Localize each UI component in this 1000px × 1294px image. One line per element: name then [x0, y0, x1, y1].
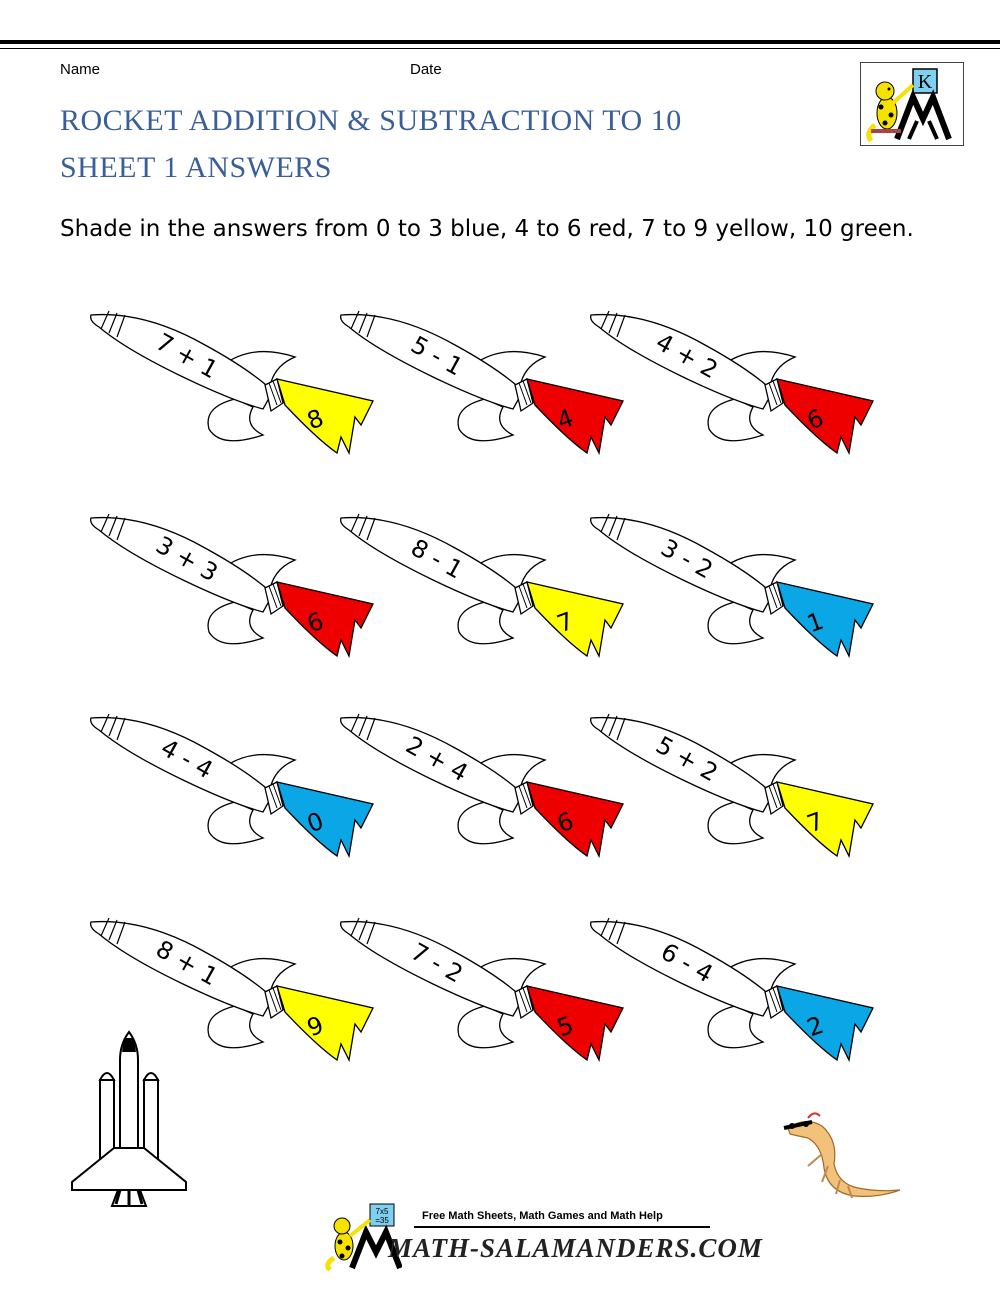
- rocket-problem: 7 - 2: [406, 937, 468, 989]
- rocket-flame: [277, 582, 373, 656]
- rocket-answer: 7: [553, 606, 578, 639]
- worksheet-subtitle: SHEET 1 ANSWERS: [60, 151, 332, 184]
- rocket-answer: 9: [303, 1010, 328, 1043]
- svg-text:7x5: 7x5: [375, 1207, 389, 1216]
- rocket-problem: 8 - 1: [406, 533, 468, 585]
- rocket-problem: 7 + 1: [151, 327, 223, 385]
- rocket-flame: [777, 782, 873, 856]
- rocket-answer: 6: [553, 806, 578, 839]
- rocket-answer: 7: [803, 806, 828, 839]
- salamander-icon: [778, 1110, 904, 1204]
- rocket-flame: [277, 782, 373, 856]
- rocket-flame: [777, 379, 873, 453]
- svg-text:=35: =35: [375, 1216, 389, 1225]
- worksheet-title: ROCKET ADDITION & SUBTRACTION TO 10: [60, 104, 682, 137]
- rocket-flame: [777, 582, 873, 656]
- rocket-answer: 8: [303, 403, 328, 436]
- name-label: Name: [60, 61, 101, 78]
- rocket: [591, 311, 873, 453]
- svg-text:K: K: [917, 71, 933, 93]
- rocket-answer: 6: [803, 403, 828, 436]
- rocket-problem: 6 - 4: [656, 937, 718, 989]
- rocket: [341, 311, 623, 453]
- rocket-flame: [527, 986, 623, 1060]
- rocket-answer: 0: [303, 806, 328, 839]
- rocket-answer: 6: [303, 606, 328, 639]
- rocket-flame: [277, 986, 373, 1060]
- rocket-problem: 4 - 4: [156, 733, 218, 785]
- rocket-flame: [277, 379, 373, 453]
- rocket-flame: [527, 782, 623, 856]
- rocket-problem: 5 + 2: [651, 730, 723, 788]
- rocket-answer: 5: [553, 1010, 578, 1043]
- rocket: [91, 514, 373, 656]
- rocket-answer: 1: [803, 606, 828, 639]
- rocket-problem: 3 - 2: [656, 533, 718, 585]
- rocket-problem: 2 + 4: [401, 730, 473, 788]
- rocket: [591, 514, 873, 656]
- rocket-problem: 8 + 1: [151, 934, 223, 992]
- rocket-problem: 3 + 3: [151, 530, 223, 588]
- footer-tagline: Free Math Sheets, Math Games and Math Help: [422, 1210, 663, 1222]
- rocket-answer: 4: [553, 403, 578, 436]
- rocket: [341, 918, 623, 1060]
- rocket-problem: 5 - 1: [406, 330, 468, 382]
- rocket-flame: [527, 379, 623, 453]
- instructions: Shade in the answers from 0 to 3 blue, 4 to 6 red, 7 to 9 yellow, 10 green.: [60, 216, 914, 242]
- rocket: [91, 714, 373, 856]
- date-label: Date: [410, 61, 442, 78]
- rocket: [591, 714, 873, 856]
- rocket: [91, 311, 373, 453]
- rocket-flame: [777, 986, 873, 1060]
- rocket-flame: [527, 582, 623, 656]
- rocket: [341, 514, 623, 656]
- footer-divider: [414, 1226, 710, 1228]
- rocket-problem: 4 + 2: [651, 327, 723, 385]
- space-shuttle-icon: [68, 1030, 190, 1214]
- rocket: [341, 714, 623, 856]
- footer-brand: MATH-SALAMANDERS.COM: [388, 1233, 763, 1263]
- rocket: [591, 918, 873, 1060]
- rocket-answer: 2: [803, 1010, 828, 1043]
